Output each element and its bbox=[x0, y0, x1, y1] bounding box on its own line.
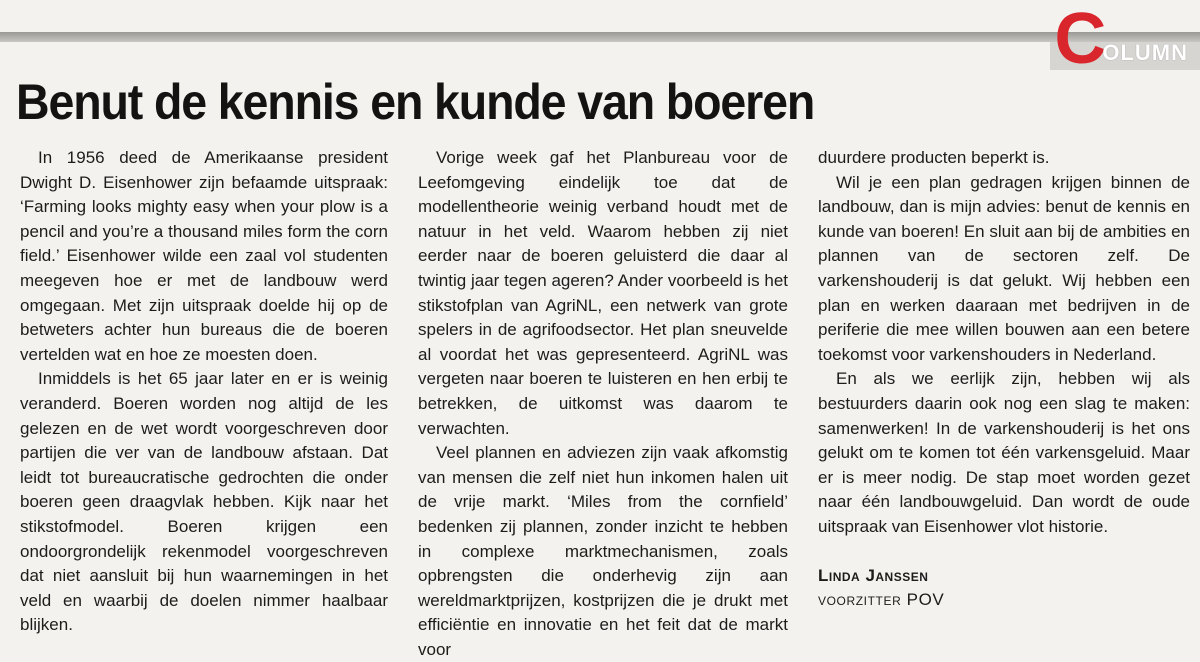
section-label bbox=[1054, 0, 1188, 79]
paragraph: En als we eerlijk zijn, hebben wij als bestuurders daarin ook nog een slag te maken: samenwerken! In de varkenshouderij is het ons gelukt om te komen tot één varkensgeluid. Maar er is meer nodig. De stap moet worden gezet naar één landbouwgeluid. Dan wordt de oude uitspraak van Eisenhower vlot historie. bbox=[818, 369, 1190, 536]
section-initial: C bbox=[1054, 0, 1107, 79]
paragraph: In 1956 deed de Amerikaanse president Dwight D. Eisenhower zijn befaamde uitspraak: ‘Farming looks mighty easy when your plow is a pencil and you’re a thousand miles form the corn field.’ Eisenhower wilde een zaal vol studenten meegeven hoe er met de landbouw werd omgegaan. Met zijn uitspraak doelde hij op de betweters achter hun bureaus die de boeren vertelden wat en hoe ze moesten doen. bbox=[20, 148, 388, 364]
paragraph: Inmiddels is het 65 jaar later en er is weinig veranderd. Boeren worden nog altijd de les gelezen en de wet wordt voorgeschreven door partijen die ver van de landbouw afstaan. Dat leidt tot bureaucratische gedrochten die onder boeren geen draagvlak hebben. Kijk naar het stikstofmodel. Boeren krijgen een ondoorgrondelijk rekenmodel voorgeschreven dat niet aansluit bij hun waarnemingen in het veld en waarbij de doelen nimmer haalbaar blijken. bbox=[20, 369, 388, 635]
paragraph-continuation: duurdere producten beperkt is. bbox=[818, 148, 1050, 167]
headline: Benut de kennis en kunde van boeren bbox=[16, 74, 815, 130]
author-block bbox=[818, 564, 1190, 613]
author-name: Linda Janssen bbox=[818, 565, 929, 585]
paragraph: Wil je een plan gedragen krijgen binnen de landbouw, dan is mijn advies: benut de kennis en kunde van boeren! En sluit aan bij de ambities en plannen van de sectoren zelf. De varkenshouderij is dat gelukt. Wij hebben een plan en werken daaraan met bedrijven in de periferie die mee willen bouwen aan een betere toekomst voor varkenshouders in Nederland. bbox=[818, 172, 1190, 364]
text-column-2 bbox=[418, 146, 788, 662]
paragraph: Vorige week gaf het Planbureau voor de Leefomgeving eindelijk toe dat de modellentheorie weinig verband houdt met de natuur in het veld. Waarom hebben zij niet eerder naar de boeren geluisterd die daar al twintig jaar tegen ageren? Ander voorbeeld is het stikstofplan van AgriNL, een netwerk van grote spelers in de agrifoodsector. Het plan sneuvelde al voordat het was gepresenteerd. AgriNL was vergeten naar boeren te luisteren en hen erbij te betrekken, de uitkomst was daarom te verwachten. bbox=[418, 148, 788, 438]
top-rule bbox=[0, 32, 1200, 42]
text-column-3 bbox=[818, 146, 1190, 613]
text-column-1 bbox=[20, 146, 388, 638]
author-role: voorzitter POV bbox=[818, 590, 945, 610]
paragraph: Veel plannen en adviezen zijn vaak afkomstig van mensen die zelf niet hun inkomen halen uit de vrije markt. ‘Miles from the cornfield’ bedenken zij plannen, zonder inzicht te hebben in complexe marktmechanismen, zoals opbrengsten die onderhevig zijn aan wereldmarktprijzen, kostprijzen die je drukt met efficiëntie en innovatie en het feit dat de markt voor bbox=[418, 443, 788, 659]
section-label-rest: OLUMN bbox=[1102, 40, 1188, 65]
